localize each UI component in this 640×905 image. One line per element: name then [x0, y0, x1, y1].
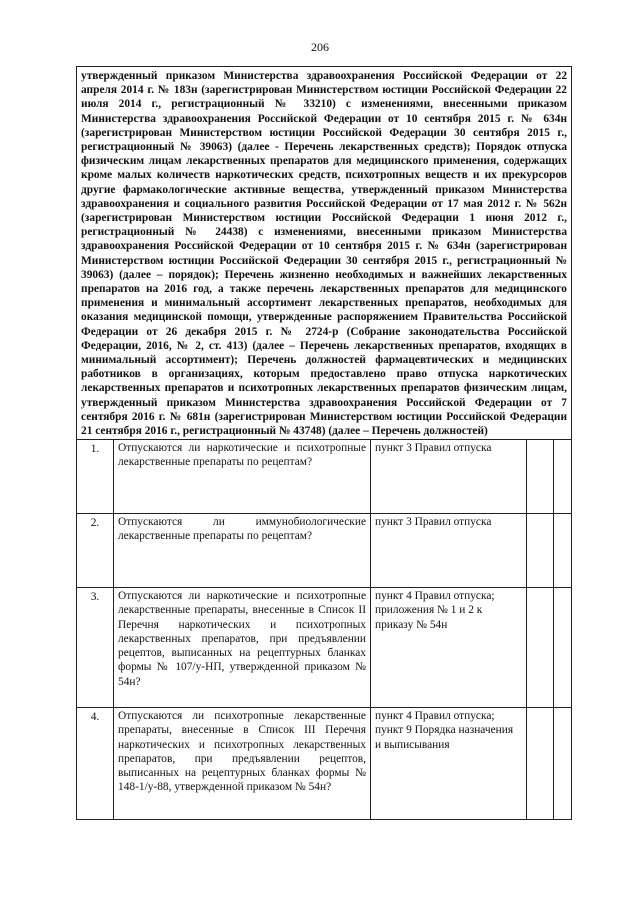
table-row — [77, 440, 572, 514]
basis-cell: пункт 4 Правил отпуска; приложения № 1 и 2 к приказу № 54н — [371, 588, 527, 708]
answer-cell-no — [554, 514, 572, 588]
question-cell: Отпускаются ли наркотические и психотропные лекарственные препараты, внесенные в Список II Перечня наркотических и психотропных лекарственных препаратов, при предъявлении рецептов, выписанных на рецептурных бланках формы № 107/у-НП, утвержденной приказом № 54н? — [114, 588, 371, 708]
table-row — [77, 588, 572, 708]
basis-cell: пункт 3 Правил отпуска — [371, 440, 527, 514]
answer-cell-yes — [527, 708, 554, 820]
table-row — [77, 514, 572, 588]
basis-cell: пункт 3 Правил отпуска — [371, 514, 527, 588]
question-cell: Отпускаются ли наркотические и психотропные лекарственные препараты по рецептам? — [114, 440, 371, 514]
row-number: 3. — [77, 588, 114, 708]
basis-cell: пункт 4 Правил отпуска; пункт 9 Порядка назначения и выписывания — [371, 708, 527, 820]
answer-cell-no — [554, 588, 572, 708]
checklist-table — [76, 66, 572, 820]
question-cell: Отпускаются ли иммунобиологические лекарственные препараты по рецептам? — [114, 514, 371, 588]
intro-text: утвержденный приказом Министерства здравоохранения Российской Федерации от 22 апреля 2014 г. № 183н (зарегистрирован Министерством юстиции Российской Федерации 22 июля 2014 г., регистрационный № 33210) с изменениями, внесенными приказом Министерства здравоохранения Российской Федерации от 10 сентября 2015 г. № 634н (зарегистрирован Министерством юстиции Российской Федерации 30 сентября 2015 г., регистрационный № 39063) (далее - Перечень лекарственных средств); Порядок отпуска физическим лицам лекарственных препаратов для медицинского применения, содержащих кроме малых количеств наркотических средств, психотропных веществ и их прекурсоров другие фармакологические активные вещества, утвержденный приказом Министерства здравоохранения и социального развития Российской Федерации от 17 мая 2012 г. № 562н (зарегистрирован Министерством юстиции Российской Федерации 1 июня 2012 г., регистрационный № 24438) с изменениями, внесенными приказом Министерства здравоохранения Российской Федерации от 10 сентября 2015 г. № 634н (зарегистрирован Министерством юстиции Российской Федерации 30 сентября 2015 г., регистрационный № 39063) (далее – порядок); Перечень жизненно необходимых и важнейших лекарственных препаратов на 2016 год, а также перечень лекарственных препаратов для медицинского применения и минимальный ассортимент лекарственных препаратов, необходимых для оказания медицинской помощи, утвержденные распоряжением Правительства Российской Федерации от 26 декабря 2015 г. № 2724-р (Собрание законодательства Российской Федерации, 2016, № 2, ст. 413) (далее – Перечень лекарственных препаратов, входящих в минимальный ассортимент); Перечень должностей фармацевтических и медицинских работников в организациях, которым предоставлено право отпуска наркотических лекарственных препаратов и психотропных лекарственных препаратов физическим лицам, утвержденный приказом Министерства здравоохранения Российской Федерации от 7 сентября 2016 г. № 681н (зарегистрирован Министерством юстиции Российской Федерации 21 сентября 2016 г., регистрационный № 43748) (далее – Перечень должностей) — [77, 67, 572, 440]
row-number: 2. — [77, 514, 114, 588]
question-cell: Отпускаются ли психотропные лекарственные препараты, внесенные в Список III Перечня наркотических и психотропных лекарственных препаратов, при предъявлении рецептов, выписанных на рецептурных бланках формы № 148-1/у-88, утвержденной приказом № 54н? — [114, 708, 371, 820]
answer-cell-yes — [527, 588, 554, 708]
row-number: 4. — [77, 708, 114, 820]
answer-cell-yes — [527, 514, 554, 588]
row-number: 1. — [77, 440, 114, 514]
intro-row — [77, 67, 572, 440]
table-row — [77, 708, 572, 820]
answer-cell-no — [554, 708, 572, 820]
page-number: 206 — [311, 40, 329, 54]
answer-cell-no — [554, 440, 572, 514]
answer-cell-yes — [527, 440, 554, 514]
